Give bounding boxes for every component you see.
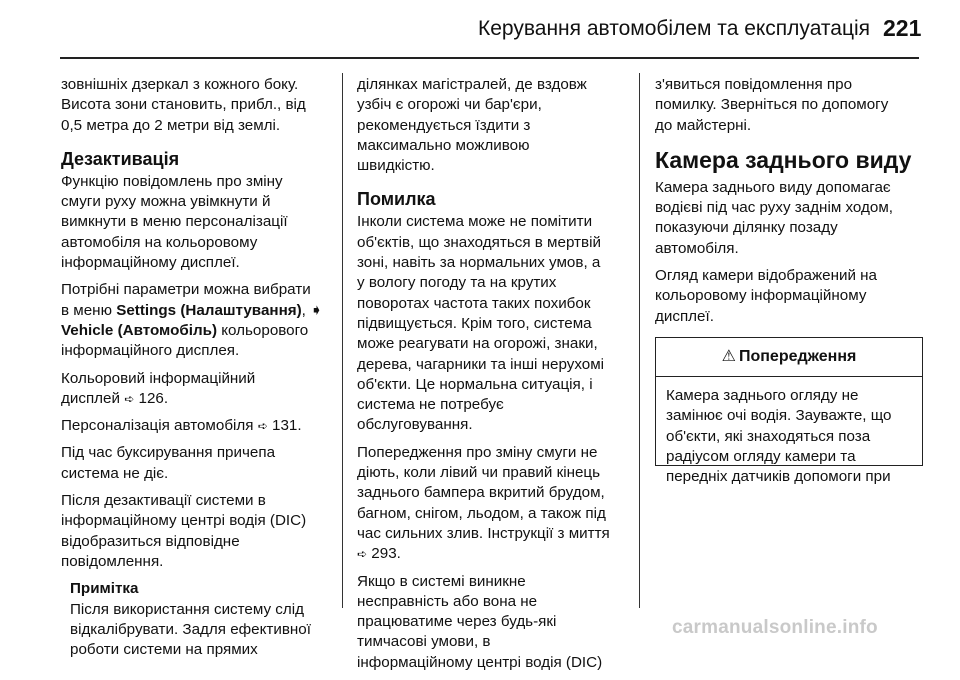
page-ref-icon: ➪ [124,391,135,406]
column-3 [655,75,921,486]
page-ref-293[interactable]: 293. [371,545,401,563]
header-title: Керування автомобілем та експлуатація [478,17,871,40]
warning-header [656,338,922,377]
col1-paragraph-2: Потрібні параметри можна вибрати в меню Settings (Налаштування), ➧ Vehicle (Автомобіль) кольорового інформаційного дисплея. [61,281,323,360]
warning-box [655,337,923,486]
menu-vehicle: Vehicle (Автомобіль) [61,321,217,339]
column-divider-2 [639,73,640,608]
warning-title: Попередження [738,347,857,365]
menu-settings: Settings (Налаштування) [116,301,302,319]
note-block: Примітка Після використання систему слід відкалібрувати. Задля ефективної роботи системи на прямих [70,579,331,660]
col1-paragraph-6: Після дезактивації системи в інформаційному центрі водія (DIC) відобразиться відповідне повідомлення. [61,492,307,570]
col2-continuation: ділянках магістралей, де вздовж узбіч є огорожі чи бар'єри, рекомендується їздити з максимально можливою швидкістю. [357,76,587,175]
column-2 [357,75,635,680]
warning-body: Камера заднього огляду не замінює очі водія. Зауважте, що об'єкти, які знаходяться поза радіусом огляду камери та передніх датчиків допомоги при [666,386,892,486]
col2-paragraph-3: Якщо в системі виникне несправність або вона не працюватиме через будь-які тимчасові умови, в інформаційному центрі водія (DIC) [357,572,603,671]
page-ref-131[interactable]: 131. [272,417,302,435]
page-ref-icon: ➪ [257,419,268,434]
col1-paragraph-5: Під час буксирування причепа система не діє. [61,444,276,482]
col1-paragraph-3: Кольоровий інформаційний дисплей ➪ 126. [61,369,256,407]
page-header [0,0,960,58]
page-ref-126[interactable]: 126. [138,389,169,407]
heading-rear-camera: Камера заднього виду [655,146,912,173]
page-number: 221 [883,15,922,41]
page-ref-icon: ➪ [357,547,368,562]
col1-paragraph-4: Персоналізація автомобіля ➪ 131. [61,417,302,435]
column-divider-1 [342,73,343,608]
col1-intro-paragraph: зовнішніх дзеркал з кожного боку. Висота зони становить, прибл., від 0,5 метра до 2 метри від землі. [61,76,306,134]
col3-paragraph-1: Камера заднього виду допомагає водієві під час руху заднім ходом, показуючи ділянку позаду автомобіля. [655,178,893,257]
col3-paragraph-2: Огляд камери відображений на кольоровому інформаційному дисплеї. [655,267,878,325]
col2-paragraph-1: Інколи система може не помітити об'єктів, що знаходяться в мертвій зоні, навіть за нормальних умов, а у вологу погоду та на крутих поворотах частота таких похибок підвищується. Крім того, система може реагувати на огорожі, знаки, дерева, чагарники та інші нерухомі об'єкти. Це нормальна ситуація, і система не потребує обслуговування. [357,213,605,434]
header-rule [60,57,919,59]
warning-triangle-icon: ⚠ [721,347,736,365]
col2-paragraph-2: Попередження про зміну смуги не діють, коли лівий чи правий кінець заднього бампера вкритий брудом, багном, снігом, льодом, а також під час сильних злив. Інструкції з миття ➪ 293. [357,443,610,563]
watermark: carmanualsonline.info [672,617,878,638]
col1-paragraph-1: Функцію повідомлень про зміну смуги руху можна увімкнути й вимкнути в меню персоналізації автомобіля на кольоровому інформаційному дисплеї. [61,172,288,272]
heading-error: Помилка [357,189,436,210]
column-1 [61,75,331,660]
note-title: Примітка [70,580,139,598]
menu-arrow-icon: ➧ [310,301,323,319]
col3-continuation: з'явиться повідомлення про помилку. Зверніться по допомогу до майстерні. [655,76,889,134]
heading-deactivation: Дезактивація [61,148,180,169]
